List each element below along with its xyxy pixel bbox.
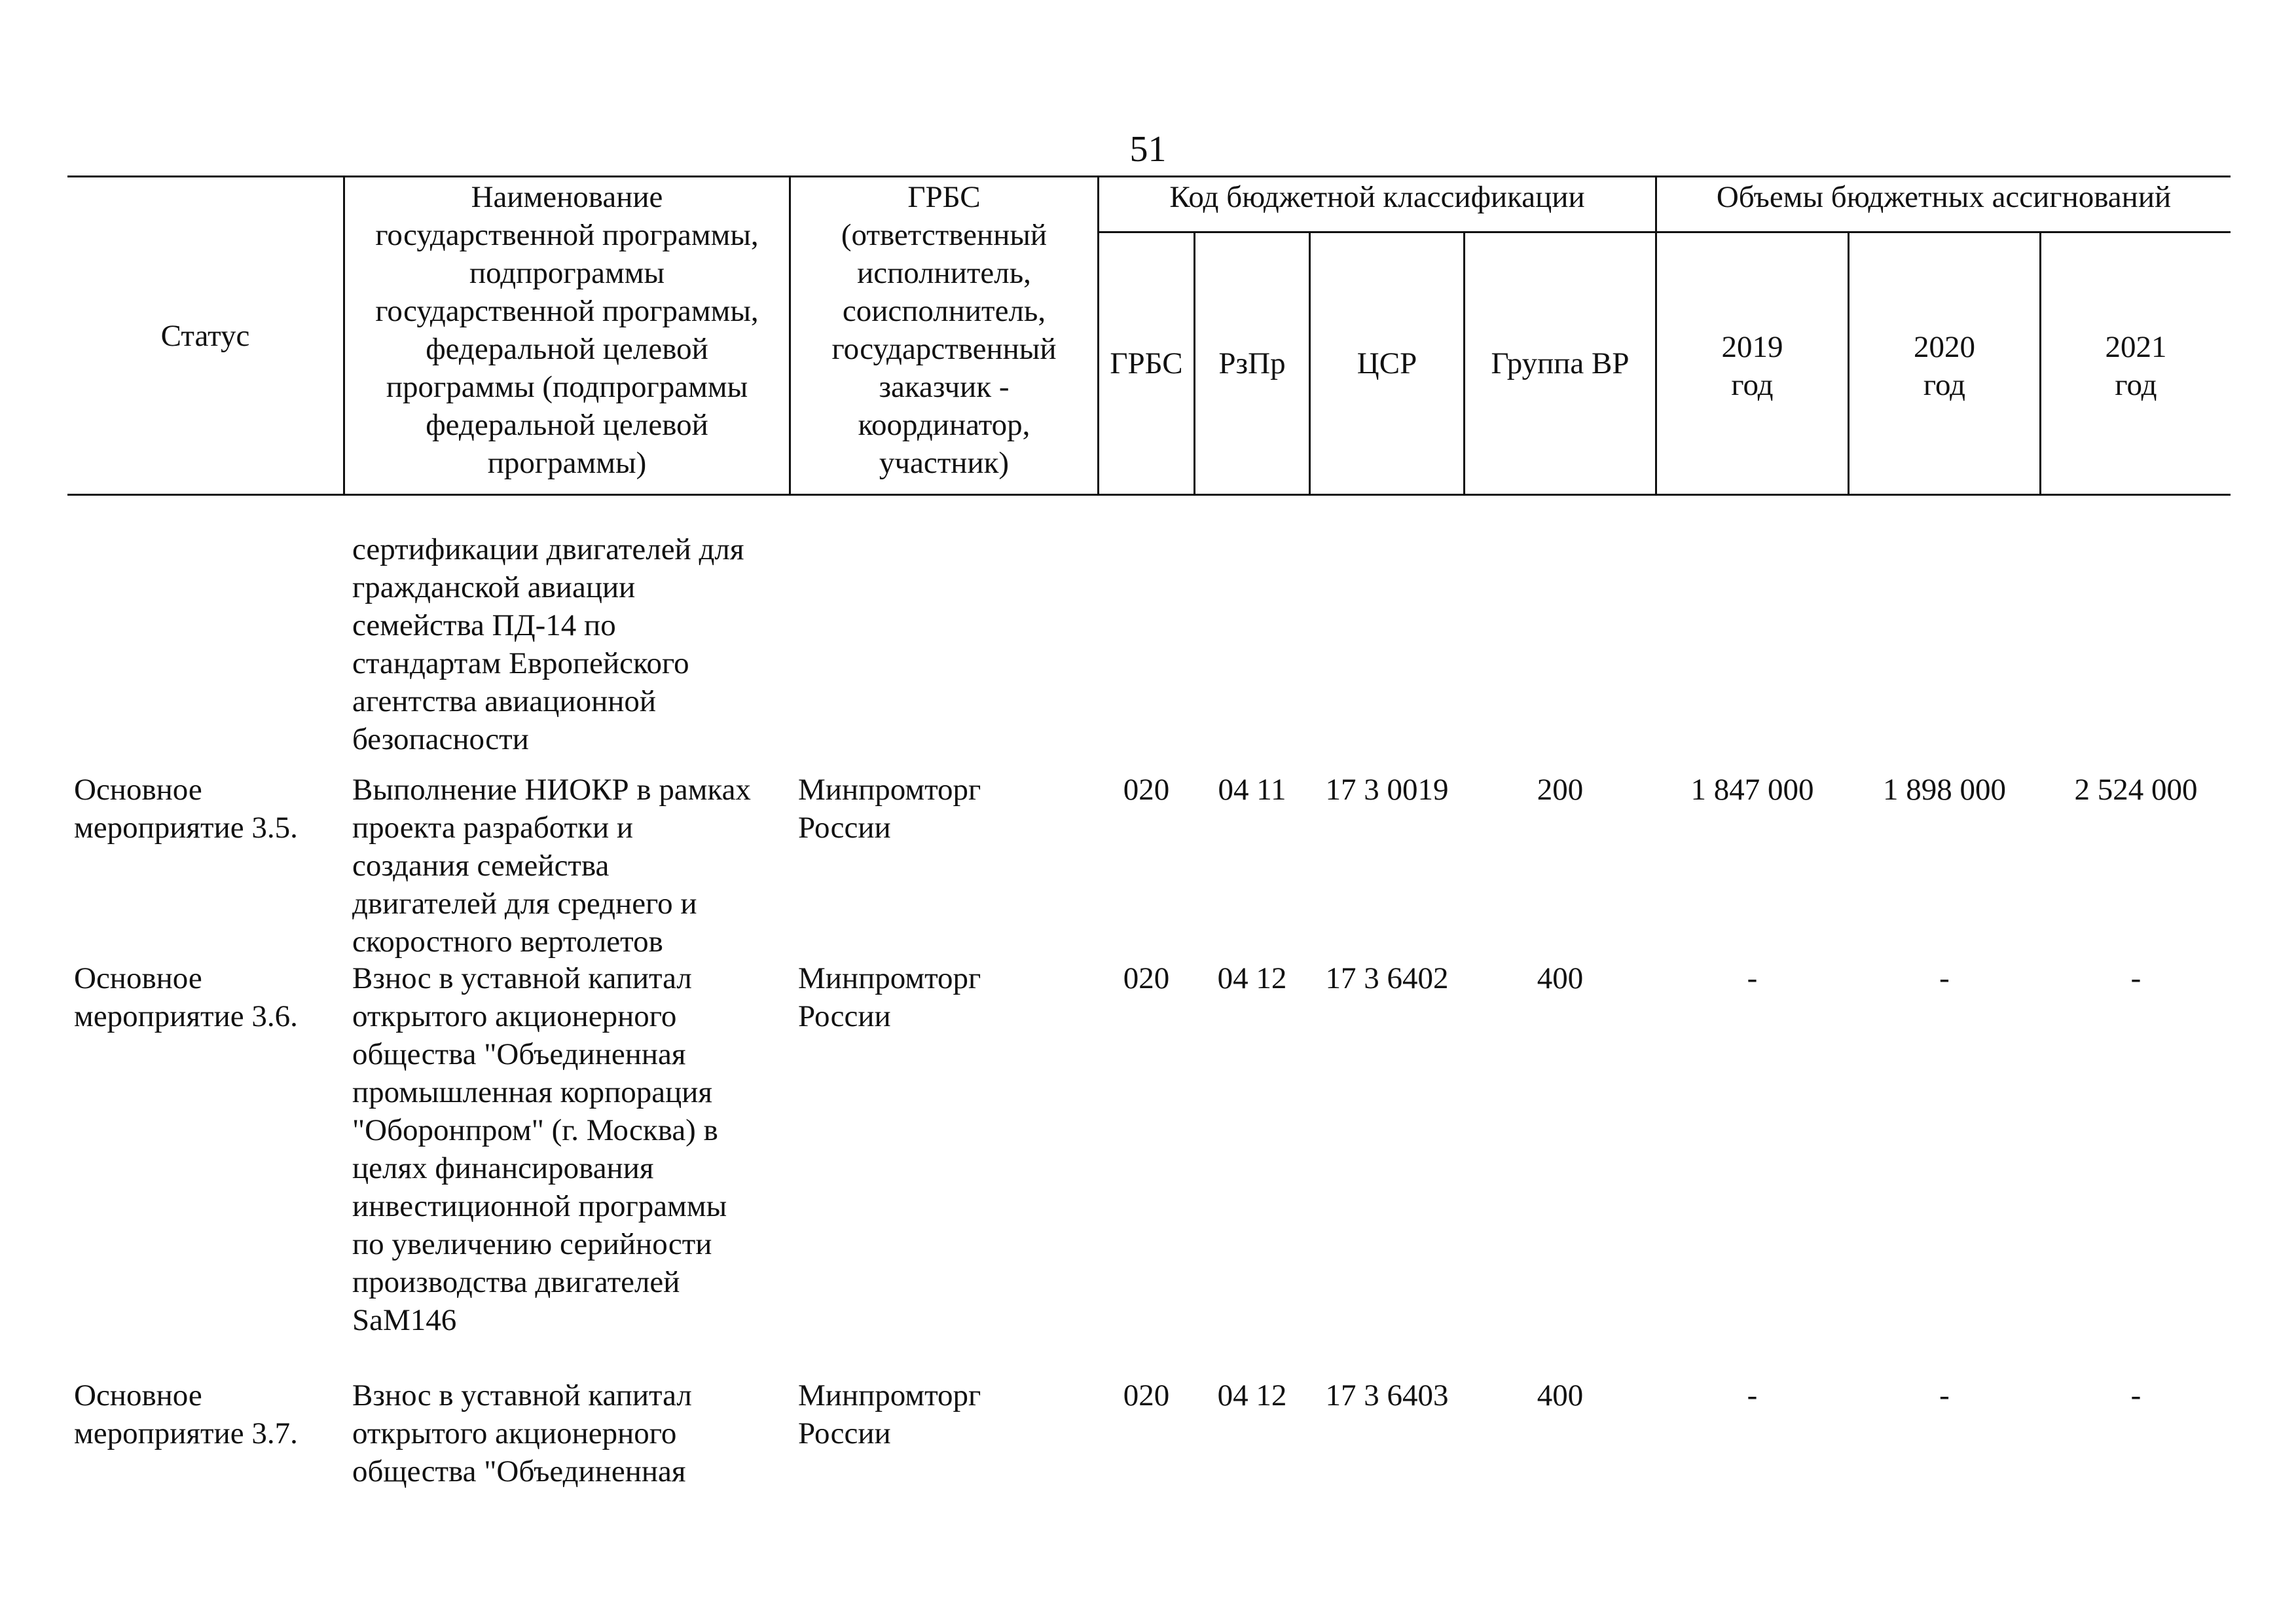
row-amount-2021: - [2130,1378,2141,1412]
header-vr-group: Группа ВР [1491,346,1630,380]
page-number: 51 [1129,129,1167,170]
row-csr: 17 3 6402 [1325,961,1449,995]
row-rzpr: 04 11 [1218,773,1286,807]
row-program-name: Взнос в уставной капитал открытого акционерного общества "Объединенная промышленная корпорация "Оборонпром" (г. Москва) в целях финансирования инвестиционной программы по увеличению серийности производства двигателей SaM146 [352,961,727,1337]
row-program-name: Взнос в уставной капитал открытого акционерного общества "Объединенная [352,1378,692,1488]
continuation-text: сертификации двигателей для гражданской авиации семейства ПД-14 по стандартам Европейского агентства авиационной безопасности [352,532,744,756]
header-program-name: Наименование государственной программы, подпрограммы государственной программы, федеральной целевой программы (подпрограммы федеральной целевой программы) [375,180,759,480]
row-amount-2020: 1 898 000 [1883,773,2006,807]
header-year-2019: 2019 год [1721,330,1783,402]
row-grbs: 020 [1123,1378,1170,1412]
row-amount-2019: - [1747,961,1758,995]
row-status: Основное мероприятие 3.6. [74,961,298,1033]
row-status: Основное мероприятие 3.5. [74,773,298,845]
header-csr: ЦСР [1357,346,1417,380]
row-vr: 400 [1537,1378,1584,1412]
row-vr: 200 [1537,773,1584,807]
row-amount-2019: 1 847 000 [1690,773,1814,807]
row-amount-2020: - [1939,961,1950,995]
row-grbs: 020 [1123,961,1170,995]
row-csr: 17 3 6403 [1325,1378,1449,1412]
row-vr: 400 [1537,961,1584,995]
row-responsible: Минпромторг России [798,961,981,1033]
header-rzpr: РзПр [1218,346,1286,380]
header-grbs-code: ГРБС [1110,346,1183,380]
row-responsible: Минпромторг России [798,773,981,845]
row-responsible: Минпромторг России [798,1378,981,1450]
header-year-2020: 2020 год [1914,330,1975,402]
row-program-name: Выполнение НИОКР в рамках проекта разработки и создания семейства двигателей для среднего и скоростного вертолетов [352,773,751,959]
header-status: Статус [160,318,250,353]
row-amount-2021: 2 524 000 [2074,773,2198,807]
row-grbs: 020 [1123,773,1170,807]
row-amount-2021: - [2130,961,2141,995]
header-bottom-rule [67,494,2231,496]
row-rzpr: 04 12 [1217,961,1287,995]
row-amount-2020: - [1939,1378,1950,1412]
table-top-rule [67,175,2231,177]
header-grbs-responsible: ГРБС (ответственный исполнитель, соисполнитель, государственный заказчик - координатор, участник) [831,180,1057,480]
row-rzpr: 04 12 [1217,1378,1287,1412]
header-budget-volume: Объемы бюджетных ассигнований [1716,180,2172,214]
row-status: Основное мероприятие 3.7. [74,1378,298,1450]
header-budget-code: Код бюджетной классификации [1169,180,1585,214]
row-csr: 17 3 0019 [1325,773,1449,807]
row-amount-2019: - [1747,1378,1758,1412]
header-year-2021: 2021 год [2105,330,2167,402]
